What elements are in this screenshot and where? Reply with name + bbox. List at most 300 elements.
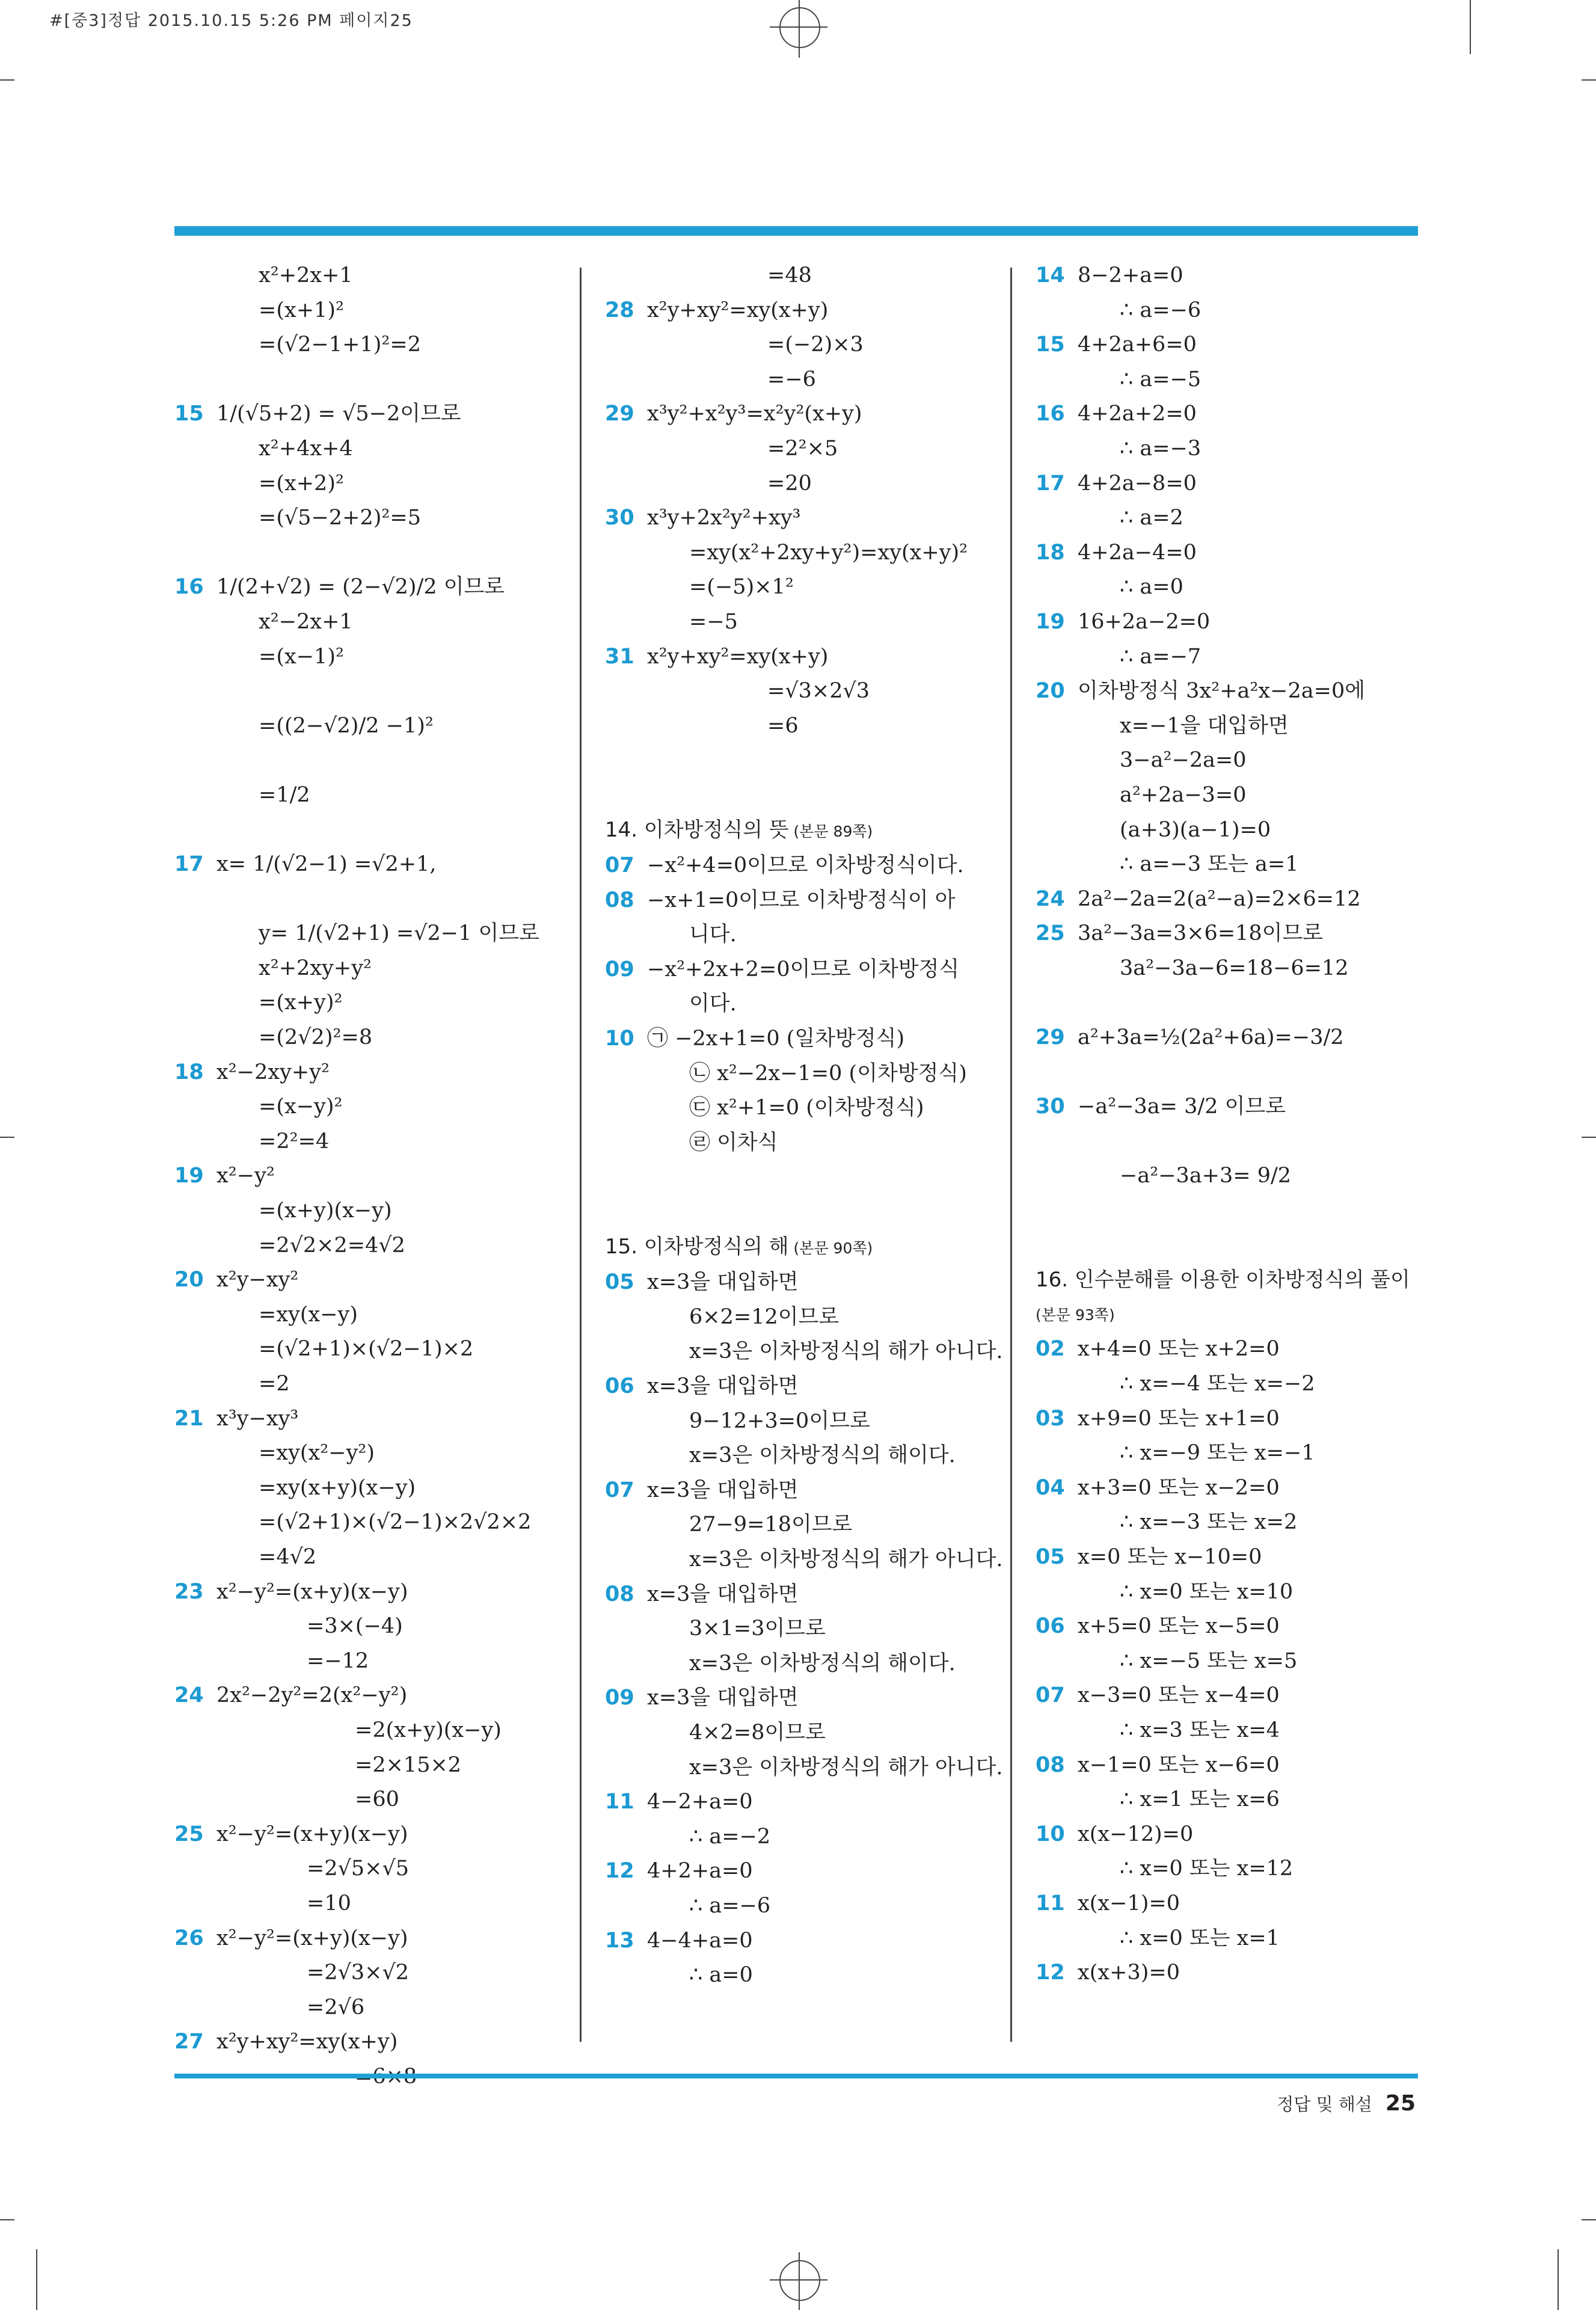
problem-number: 12 <box>605 1859 634 1884</box>
problem-number: 11 <box>605 1790 634 1814</box>
math-expression: 4+2a−8=0 <box>1078 471 1197 496</box>
math-expression: x²−y² <box>216 1164 275 1188</box>
answer-line <box>605 328 1002 363</box>
answer-item <box>1036 536 1420 571</box>
section-title: 16. 인수분해를 이용한 이차방정식의 풀이 <box>1036 1268 1410 1292</box>
answer-line <box>174 778 571 813</box>
problem-number: 18 <box>1036 540 1065 565</box>
math-expression: =(2√2)²=8 <box>259 1025 373 1050</box>
math-expression: ∴ x=1 또는 x=6 <box>1120 1787 1280 1812</box>
problem-number: 24 <box>174 1683 204 1708</box>
answer-item <box>174 1679 571 1713</box>
answer-line <box>605 987 1002 1022</box>
math-expression: ㉢ x²+1=0 (이차방정식) <box>689 1096 924 1120</box>
problem-number: 29 <box>1036 1025 1065 1050</box>
section-page-ref: (본문 90쪽) <box>788 1239 873 1257</box>
math-expression: x²y+xy²=xy(x+y) <box>216 2030 398 2054</box>
answer-item <box>605 849 1002 883</box>
math-expression: x+3=0 또는 x−2=0 <box>1078 1475 1280 1500</box>
math-expression: =−6 <box>767 367 816 392</box>
section-heading <box>605 1230 1002 1266</box>
answer-line <box>1036 778 1420 813</box>
math-expression: x=3을 대입하면 <box>647 1478 799 1502</box>
answer-item <box>605 1924 1002 1959</box>
page-number: 25 <box>1385 2091 1416 2116</box>
answer-line <box>605 709 1002 744</box>
math-expression: =−12 <box>307 1648 369 1673</box>
answer-line <box>605 1126 1002 1161</box>
math-expression: =4√2 <box>259 1544 317 1569</box>
answer-line <box>1036 1575 1420 1610</box>
math-expression: 3a²−3a−6=18−6=12 <box>1120 956 1349 980</box>
answer-line <box>1036 847 1420 882</box>
answer-line <box>605 1404 1002 1439</box>
problem-number: 05 <box>605 1270 634 1295</box>
math-expression: =(x+1)² <box>259 298 344 322</box>
problem-number: 20 <box>1036 679 1065 704</box>
answer-item <box>1036 1471 1420 1506</box>
math-expression: ∴ a=−7 <box>1120 644 1202 669</box>
problem-number: 06 <box>605 1374 634 1398</box>
answer-line <box>174 1090 571 1125</box>
problem-number: 11 <box>1036 1891 1065 1915</box>
answer-line <box>1036 1783 1420 1817</box>
math-expression: =(x+y)(x−y) <box>259 1199 392 1223</box>
spacer <box>1036 1055 1420 1090</box>
answer-item <box>605 1854 1002 1889</box>
problem-number: 12 <box>1036 1961 1065 1985</box>
crop-mark <box>36 2249 37 2310</box>
registration-line <box>799 0 800 58</box>
math-expression: ∴ a=−6 <box>689 1893 771 1918</box>
top-accent-bar <box>174 226 1418 236</box>
math-expression: =(√2+1)×(√2−1)×2 <box>259 1337 474 1362</box>
math-expression: x=0 또는 x−10=0 <box>1078 1544 1262 1569</box>
crop-mark <box>0 1137 14 1138</box>
answer-line <box>174 917 571 951</box>
answer-line <box>605 1958 1002 1993</box>
problem-number: 31 <box>605 644 634 669</box>
problem-number: 15 <box>174 402 204 426</box>
math-expression: =xy(x−y) <box>259 1302 358 1327</box>
math-expression: a²+2a−3=0 <box>1120 782 1247 807</box>
math-expression: ∴ x=3 또는 x=4 <box>1120 1718 1280 1742</box>
math-expression: =2×15×2 <box>355 1752 462 1777</box>
section-page-ref: (본문 93쪽) <box>1036 1306 1115 1324</box>
problem-number: 26 <box>174 1926 204 1950</box>
math-expression: =2²×5 <box>767 436 838 461</box>
answer-item <box>174 1159 571 1194</box>
answer-line <box>1036 1713 1420 1748</box>
answer-line <box>1036 640 1420 675</box>
spacer <box>605 1160 1002 1195</box>
math-expression: x+9=0 또는 x+1=0 <box>1078 1406 1280 1431</box>
problem-number: 10 <box>605 1027 634 1051</box>
answer-line <box>605 432 1002 467</box>
math-expression: ∴ x=−4 또는 x=−2 <box>1120 1372 1315 1396</box>
answer-item <box>174 397 571 432</box>
math-expression: x²−y²=(x+y)(x−y) <box>216 1926 408 1950</box>
answer-item <box>1036 1817 1420 1852</box>
math-expression: ∴ a=0 <box>1120 575 1183 600</box>
answer-line <box>174 1367 571 1402</box>
answer-line <box>605 1612 1002 1647</box>
answer-item <box>1036 1402 1420 1437</box>
problem-number: 04 <box>1036 1475 1065 1500</box>
math-expression: x²−y²=(x+y)(x−y) <box>216 1579 408 1604</box>
math-expression: =10 <box>307 1891 351 1915</box>
math-expression: 4−2+a=0 <box>647 1790 753 1814</box>
problem-number: 02 <box>1036 1337 1065 1362</box>
answer-item <box>174 1575 571 1610</box>
problem-number: 21 <box>174 1406 204 1431</box>
answer-line <box>1036 1852 1420 1887</box>
math-expression: ∴ a=−3 <box>1120 436 1202 461</box>
problem-number: 29 <box>605 402 634 426</box>
problem-number: 03 <box>1036 1406 1065 1431</box>
answer-line <box>605 1091 1002 1126</box>
answer-item <box>174 1921 571 1956</box>
math-expression: −a²−3a= 3/2 이므로 <box>1078 1095 1286 1119</box>
problem-number: 19 <box>1036 609 1065 634</box>
answer-line <box>1036 570 1420 605</box>
math-expression: y= 1/(√2+1) =√2−1 이므로 <box>259 921 539 946</box>
answer-item <box>174 1055 571 1090</box>
answer-line <box>174 1644 571 1679</box>
math-expression: 이다. <box>689 992 737 1016</box>
answer-line <box>174 293 571 328</box>
answer-line <box>1036 432 1420 467</box>
spacer <box>605 1195 1002 1230</box>
math-expression: x+5=0 또는 x−5=0 <box>1078 1614 1280 1639</box>
math-expression: =(−2)×3 <box>767 333 864 357</box>
answer-column-right <box>1036 259 1420 1991</box>
section-page-ref: (본문 89쪽) <box>788 822 873 840</box>
math-expression: =2√3×√2 <box>307 1961 410 1985</box>
answer-line <box>174 951 571 986</box>
answer-line <box>174 1194 571 1229</box>
answer-line <box>174 986 571 1021</box>
math-expression: 4+2a+2=0 <box>1078 402 1197 426</box>
problem-number: 16 <box>174 575 204 600</box>
math-expression: =xy(x+y)(x−y) <box>259 1475 416 1500</box>
math-expression: ∴ a=−2 <box>689 1824 771 1849</box>
math-expression: x(x+3)=0 <box>1078 1961 1180 1985</box>
registration-line <box>770 26 827 28</box>
spacer <box>1036 1194 1420 1229</box>
problem-number: 05 <box>1036 1544 1065 1569</box>
answer-item <box>1036 882 1420 917</box>
answer-item <box>1036 1090 1420 1125</box>
math-expression: 4−4+a=0 <box>647 1928 753 1953</box>
problem-number: 19 <box>174 1164 204 1188</box>
answer-line <box>605 259 1002 293</box>
answer-line <box>174 467 571 502</box>
answer-line <box>1036 1367 1420 1402</box>
answer-line <box>1036 743 1420 778</box>
answer-line <box>605 1820 1002 1855</box>
answer-item <box>605 501 1002 536</box>
answer-line <box>174 1887 571 1921</box>
math-expression: 9−12+3=0이므로 <box>689 1408 870 1433</box>
problem-number: 15 <box>1036 333 1065 357</box>
math-expression: x=3은 이차방정식의 해가 아니다. <box>689 1547 1003 1571</box>
math-expression: 8−2+a=0 <box>1078 263 1183 287</box>
math-expression: (a+3)(a−1)=0 <box>1120 817 1271 842</box>
math-expression: 3×1=3이므로 <box>689 1617 826 1641</box>
math-expression: x(x−1)=0 <box>1078 1891 1180 1915</box>
math-expression: x²+4x+4 <box>259 436 353 461</box>
answer-line <box>605 570 1002 605</box>
math-expression: x³y+2x²y²+xy³ <box>647 506 801 530</box>
math-expression: x²+2x+1 <box>259 263 353 287</box>
problem-number: 17 <box>1036 471 1065 496</box>
math-expression: 16+2a−2=0 <box>1078 609 1211 634</box>
math-expression: 4+2a−4=0 <box>1078 540 1197 565</box>
math-expression: ∴ a=−5 <box>1120 367 1202 392</box>
answer-item <box>1036 467 1420 502</box>
problem-number: 30 <box>1036 1095 1065 1119</box>
math-expression: x−1=0 또는 x−6=0 <box>1078 1752 1280 1777</box>
math-expression: x³y²+x²y³=x²y²(x+y) <box>647 402 862 426</box>
answer-item <box>1036 1609 1420 1644</box>
math-expression: 4×2=8이므로 <box>689 1720 826 1745</box>
answer-line <box>1036 1159 1420 1194</box>
answer-item <box>1036 397 1420 432</box>
math-expression: 4+2a+6=0 <box>1078 333 1197 357</box>
math-expression: 4+2+a=0 <box>647 1859 753 1884</box>
problem-number: 20 <box>174 1268 204 1292</box>
spacer <box>1036 986 1420 1021</box>
math-expression: =(x−y)² <box>259 1095 343 1119</box>
problem-number: 07 <box>1036 1683 1065 1708</box>
problem-number: 08 <box>1036 1752 1065 1777</box>
spacer <box>174 743 571 778</box>
math-expression: ∴ x=−5 또는 x=5 <box>1120 1648 1298 1673</box>
math-expression: x+4=0 또는 x+2=0 <box>1078 1337 1280 1362</box>
answer-item <box>1036 259 1420 293</box>
math-expression: ∴ x=0 또는 x=12 <box>1120 1857 1294 1881</box>
problem-number: 14 <box>1036 263 1065 287</box>
math-expression: x(x−12)=0 <box>1078 1822 1194 1846</box>
column-divider <box>1010 268 1012 2042</box>
crop-mark <box>1582 79 1596 81</box>
math-expression: =3×(−4) <box>307 1614 403 1639</box>
math-expression: =((2−√2)/2 −1)² <box>259 713 434 738</box>
answer-line <box>605 1647 1002 1682</box>
math-expression: ∴ x=0 또는 x=1 <box>1120 1926 1280 1950</box>
answer-line <box>174 1505 571 1540</box>
answer-line <box>1036 951 1420 986</box>
footer-label: 정답 및 해설 <box>1277 2094 1372 2115</box>
math-expression: 2x²−2y²=2(x²−y²) <box>216 1683 408 1708</box>
answer-item <box>174 1402 571 1437</box>
registration-mark <box>779 2260 820 2301</box>
math-expression: =2√2×2=4√2 <box>259 1233 405 1258</box>
math-expression: x=3은 이차방정식의 해가 아니다. <box>689 1755 1003 1780</box>
answer-line <box>174 1298 571 1333</box>
problem-number: 27 <box>174 2030 204 2054</box>
answer-line <box>605 536 1002 571</box>
answer-item <box>605 1265 1002 1300</box>
math-expression: ㉠ −2x+1=0 (일차방정식) <box>647 1027 905 1051</box>
spacer <box>174 674 571 709</box>
math-expression: =(√2−1+1)²=2 <box>259 333 422 357</box>
registration-line <box>799 2252 800 2310</box>
math-expression: ∴ a=0 <box>689 1963 753 1988</box>
crop-mark <box>1558 2249 1559 2310</box>
page-footer <box>1277 2091 1416 2116</box>
math-expression: x=3을 대입하면 <box>647 1582 799 1606</box>
crop-mark <box>0 79 14 81</box>
math-expression: x²+2xy+y² <box>259 956 372 980</box>
answer-line <box>174 1852 571 1887</box>
math-expression: −x²+4=0이므로 이차방정식이다. <box>647 853 964 878</box>
registration-line <box>770 2279 827 2281</box>
answer-line <box>605 1057 1002 1092</box>
answer-line <box>174 1783 571 1817</box>
answer-line <box>1036 1436 1420 1471</box>
answer-line <box>174 709 571 744</box>
math-expression: 2a²−2a=2(a²−a)=2×6=12 <box>1078 886 1361 911</box>
answer-line <box>174 259 571 293</box>
math-expression: 6×2=12이므로 <box>689 1304 839 1329</box>
answer-item <box>605 640 1002 675</box>
math-expression: =2(x+y)(x−y) <box>355 1718 502 1742</box>
answer-item <box>605 1022 1002 1057</box>
spacer <box>605 778 1002 813</box>
spacer <box>174 536 571 571</box>
answer-item <box>605 293 1002 328</box>
crop-mark <box>0 2219 14 2220</box>
answer-line <box>1036 363 1420 398</box>
registration-mark <box>779 7 820 48</box>
math-expression: ㉡ x²−2x−1=0 (이차방정식) <box>689 1061 967 1086</box>
answer-line <box>605 467 1002 502</box>
math-expression: x= 1/(√2−1) =√2+1, <box>216 852 437 877</box>
math-expression: −a²−3a+3= 9/2 <box>1120 1164 1292 1188</box>
answer-line <box>174 1956 571 1991</box>
math-expression: ∴ a=−6 <box>1120 298 1202 322</box>
math-expression: x−3=0 또는 x−4=0 <box>1078 1683 1280 1708</box>
math-expression: a²+3a=½(2a²+6a)=−3/2 <box>1078 1025 1344 1050</box>
answer-item <box>605 1577 1002 1612</box>
math-expression: 이차방정식 3x²+a²x−2a=0에 <box>1078 679 1366 704</box>
answer-item <box>1036 1540 1420 1575</box>
math-expression: ∴ x=0 또는 x=10 <box>1120 1579 1294 1604</box>
math-expression: 1/(√5+2) = √5−2이므로 <box>216 402 461 426</box>
problem-number: 25 <box>1036 921 1065 946</box>
math-expression: =(x+y)² <box>259 991 343 1015</box>
math-expression: =2 <box>259 1372 290 1396</box>
answer-line <box>605 1751 1002 1786</box>
answer-line <box>1036 501 1420 536</box>
answer-line <box>174 1332 571 1367</box>
answer-line <box>174 1748 571 1783</box>
math-expression: =(√5−2+2)²=5 <box>259 506 422 530</box>
answer-item <box>1036 674 1420 709</box>
problem-number: 08 <box>605 1582 634 1606</box>
spacer <box>174 882 571 917</box>
answer-line <box>174 1471 571 1506</box>
answer-item <box>1036 1887 1420 1921</box>
math-expression: x³y−xy³ <box>216 1406 299 1431</box>
column-divider <box>580 268 582 2042</box>
answer-item <box>1036 328 1420 363</box>
problem-number: 18 <box>174 1060 204 1084</box>
answer-line <box>605 1508 1002 1543</box>
spacer <box>174 363 571 398</box>
math-expression: x²y+xy²=xy(x+y) <box>647 298 829 322</box>
answer-line <box>605 363 1002 398</box>
problem-number: 09 <box>605 1686 634 1710</box>
answer-item <box>1036 1748 1420 1783</box>
answer-item <box>1036 1956 1420 1991</box>
answer-line <box>174 1125 571 1160</box>
answer-item <box>1036 1021 1420 1055</box>
math-expression: x²−2xy+y² <box>216 1060 330 1084</box>
math-expression: =60 <box>355 1787 399 1812</box>
answer-column-left <box>174 259 571 2094</box>
answer-item <box>1036 605 1420 640</box>
answer-item <box>1036 1332 1420 1367</box>
problem-number: 28 <box>605 298 634 322</box>
answer-line <box>1036 813 1420 848</box>
answer-line <box>174 1540 571 1575</box>
answer-line <box>174 1991 571 2026</box>
math-expression: =(−5)×1² <box>689 575 794 600</box>
answer-item <box>174 1817 571 1852</box>
problem-number: 09 <box>605 957 634 981</box>
math-expression: x=3을 대입하면 <box>647 1270 799 1295</box>
math-expression: −x+1=0이므로 이차방정식이 아 <box>647 888 956 912</box>
math-expression: 3−a²−2a=0 <box>1120 748 1247 773</box>
math-expression: =6 <box>767 713 799 738</box>
math-expression: ∴ x=−3 또는 x=2 <box>1120 1510 1298 1535</box>
math-expression: =2√6 <box>307 1995 365 2020</box>
math-expression: =(√2+1)×(√2−1)×2√2×2 <box>259 1510 532 1535</box>
answer-line <box>605 674 1002 709</box>
math-expression: =(x−1)² <box>259 644 344 669</box>
answer-line <box>174 605 571 640</box>
answer-line <box>605 605 1002 640</box>
answer-line <box>605 1543 1002 1577</box>
math-expression: 1/(2+√2) = (2−√2)/2 이므로 <box>216 575 505 600</box>
math-expression: ∴ a=−3 또는 a=1 <box>1120 852 1299 877</box>
answer-item <box>1036 917 1420 951</box>
problem-number: 30 <box>605 506 634 530</box>
answer-item <box>605 1785 1002 1820</box>
math-expression: x=3은 이차방정식의 해가 아니다. <box>689 1339 1003 1364</box>
answer-item <box>174 2025 571 2060</box>
math-expression: =2²=4 <box>259 1129 330 1153</box>
section-heading <box>605 813 1002 849</box>
answer-line <box>174 501 571 536</box>
spacer <box>174 813 571 848</box>
bottom-accent-bar <box>174 2074 1418 2078</box>
math-expression: =xy(x²+2xy+y²)=xy(x+y)² <box>689 540 968 565</box>
math-expression: x²y−xy² <box>216 1268 299 1292</box>
math-expression: x=3을 대입하면 <box>647 1686 799 1710</box>
answer-line <box>174 432 571 467</box>
answer-line <box>174 1021 571 1055</box>
math-expression: ∴ a=2 <box>1120 506 1183 530</box>
answer-line <box>605 1439 1002 1473</box>
answer-line <box>174 1229 571 1264</box>
crop-mark <box>1582 1137 1596 1138</box>
math-expression: =(x+2)² <box>259 471 344 496</box>
spacer <box>605 743 1002 778</box>
